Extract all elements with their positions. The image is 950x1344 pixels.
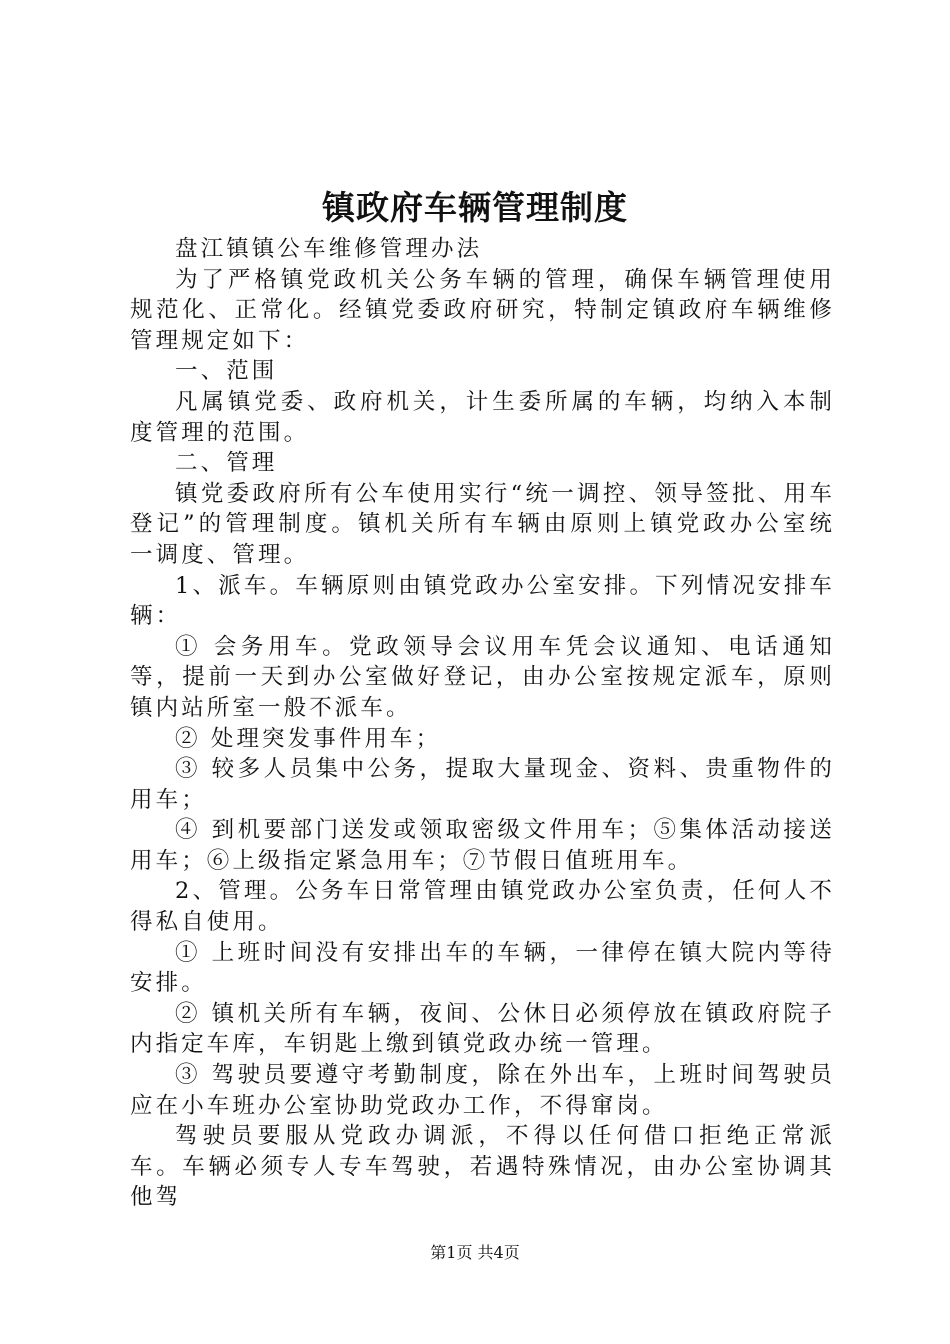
paragraph: ① 上班时间没有安排出车的车辆，一律停在镇大院内等待安排。 (130, 939, 835, 997)
document-title: 镇政府车辆管理制度 (322, 188, 628, 227)
section-heading: 一、范围 (175, 358, 278, 385)
paragraph: 凡属镇党委、政府机关，计生委所属的车辆，均纳入本制度管理的范围。 (130, 388, 835, 446)
paragraph: ③ 较多人员集中公务，提取大量现金、资料、贵重物件的用车； (130, 756, 835, 813)
paragraph: 驾驶员要服从党政办调派，不得以任何借口拒绝正常派车。车辆必须专人专车驾驶，若遇特殊情况，由办公室协调其他驾 (130, 1123, 835, 1211)
document-body (130, 234, 835, 1213)
paragraph: ② 处理突发事件用车； (175, 725, 442, 752)
paragraph: 为了严格镇党政机关公务车辆的管理，确保车辆管理使用规范化、正常化。经镇党委政府研究，特制定镇政府车辆维修管理规定如下： (130, 266, 835, 354)
paragraph: ① 会务用车。党政领导会议用车凭会议通知、电话通知等，提前一天到办公室做好登记，由办公室按规定派车，原则镇内站所室一般不派车。 (130, 633, 835, 721)
paragraph: ③ 驾驶员要遵守考勤制度，除在外出车，上班时间驾驶员应在小车班办公室协助党政办工作，不得窜岗。 (130, 1062, 835, 1119)
paragraph: ④ 到机要部门送发或领取密级文件用车；⑤集体活动接送用车；⑥上级指定紧急用车；⑦节假日值班用车。 (130, 817, 835, 874)
paragraph: 镇党委政府所有公车使用实行“统一调控、领导签批、用车登记”的管理制度。镇机关所有车辆由原则上镇党政办公室统一调度、管理。 (130, 480, 835, 568)
paragraph: 2、管理。公务车日常管理由镇党政办公室负责，任何人不得私自使用。 (130, 878, 835, 936)
page-number-footer: 第1页 共4页 (430, 1243, 520, 1262)
paragraph: 盘江镇镇公车维修管理办法 (175, 236, 483, 262)
section-heading: 二、管理 (175, 450, 278, 477)
paragraph: 1、派车。车辆原则由镇党政办公室安排。下列情况安排车辆： (130, 572, 835, 630)
paragraph: ② 镇机关所有车辆，夜间、公休日必须停放在镇政府院子内指定车库，车钥匙上缴到镇党政办统一管理。 (130, 1000, 835, 1058)
